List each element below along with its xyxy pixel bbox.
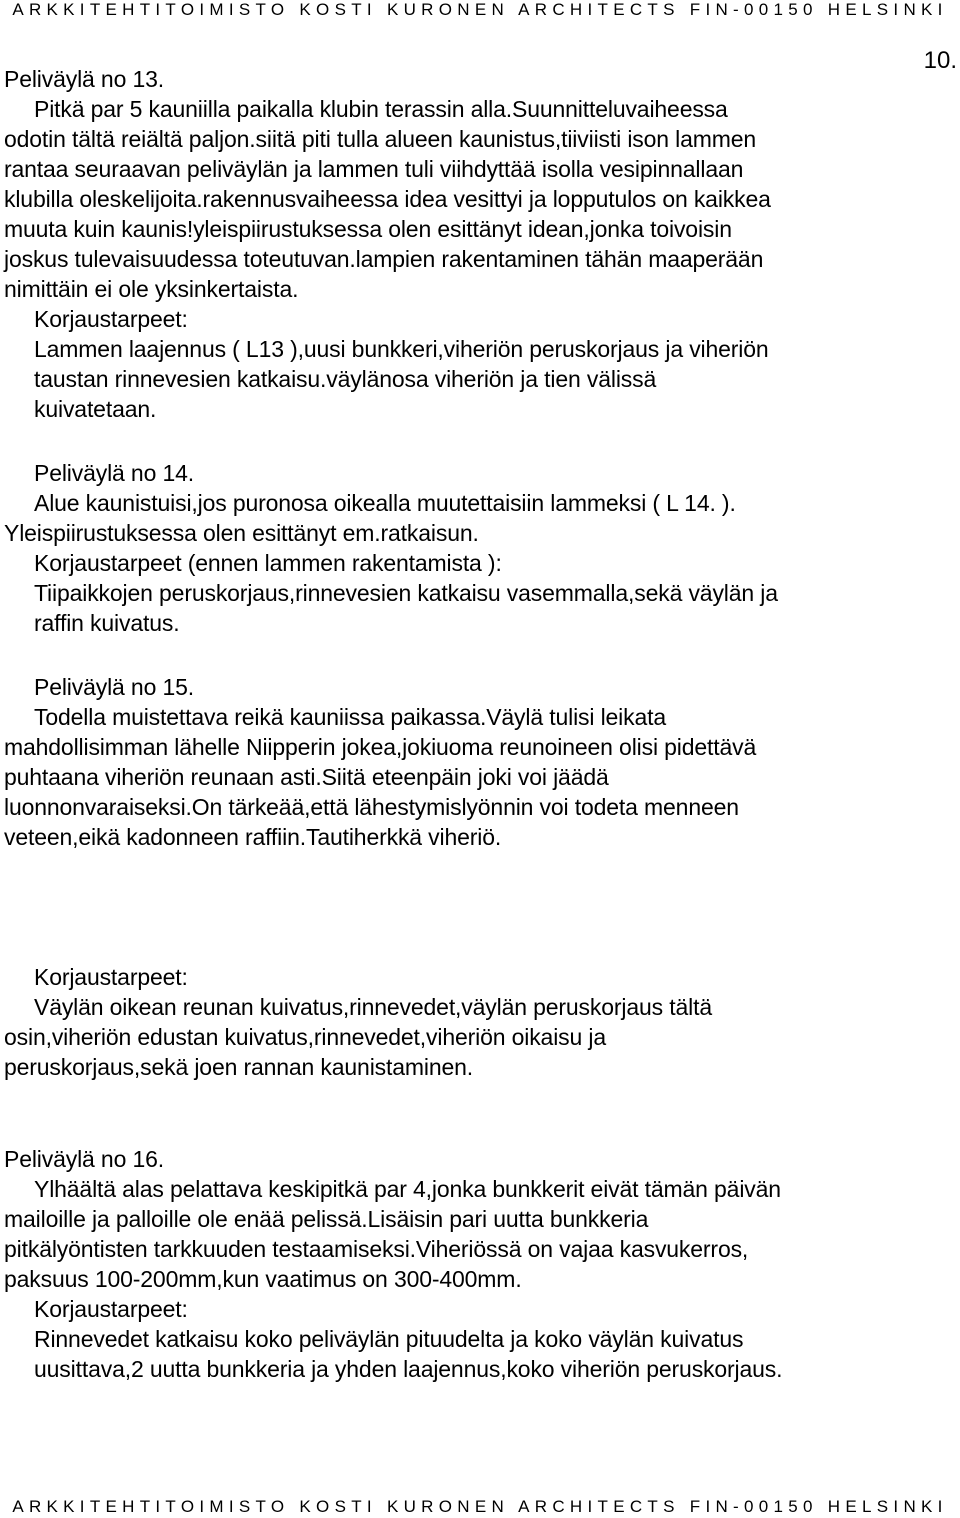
- paragraph-line: Alue kaunistuisi,jos puronosa oikealla muutettaisiin lammeksi ( L 14. ).: [34, 490, 736, 516]
- paragraph-line: rantaa seuraavan peliväylän ja lammen tuli viihdyttää isolla vesipinnallaan: [4, 156, 744, 182]
- paragraph-line: klubilla oleskelijoita.rakennusvaiheessa idea vesittyi ja lopputulos on kaikkea: [4, 186, 771, 212]
- paragraph-line: Yleispiirustuksessa olen esittänyt em.ratkaisun.: [4, 520, 479, 546]
- paragraph-line: nimittäin ei ole yksinkertaista.: [4, 276, 299, 302]
- page-footer: ARKKITEHTITOIMISTO KOSTI KURONEN ARCHITECTS FIN-00150 HELSINKI: [12, 1497, 948, 1516]
- paragraph-line: raffin kuivatus.: [34, 610, 180, 636]
- page-header: ARKKITEHTITOIMISTO KOSTI KURONEN ARCHITECTS FIN-00150 HELSINKI: [12, 0, 948, 19]
- repairs-heading: Korjaustarpeet:: [34, 964, 188, 990]
- paragraph-line: peruskorjaus,sekä joen rannan kaunistaminen.: [4, 1054, 474, 1080]
- section-heading-13: Peliväylä no 13.: [4, 66, 164, 92]
- paragraph-line: osin,viheriön edustan kuivatus,rinnevedet,viheriön oikaisu ja: [4, 1024, 606, 1050]
- paragraph-line: kuivatetaan.: [34, 396, 157, 422]
- repairs-heading: Korjaustarpeet (ennen lammen rakentamista ):: [34, 550, 502, 576]
- paragraph-line: pitkälyöntisten tarkkuuden testaamiseksi.Viheriössä on vajaa kasvukerros,: [4, 1236, 749, 1262]
- section-heading-15: Peliväylä no 15.: [34, 674, 194, 700]
- paragraph-line: Pitkä par 5 kauniilla paikalla klubin terassin alla.Suunnitteluvaiheessa: [34, 96, 728, 122]
- paragraph-line: taustan rinnevesien katkaisu.väylänosa viheriön ja tien välissä: [34, 366, 657, 392]
- paragraph-line: uusittava,2 uutta bunkkeria ja yhden laajennus,koko viheriön peruskorjaus.: [34, 1356, 783, 1382]
- paragraph-line: puhtaana viheriön reunaan asti.Siitä eteenpäin joki voi jäädä: [4, 764, 609, 790]
- paragraph-line: joskus tulevaisuudessa toteutuvan.lampien rakentaminen tähän maaperään: [4, 246, 764, 272]
- paragraph-line: odotin tältä reiältä paljon.siitä piti tulla alueen kaunistus,tiiviisti ison lammen: [4, 126, 757, 152]
- paragraph-line: paksuus 100-200mm,kun vaatimus on 300-400mm.: [4, 1266, 522, 1292]
- paragraph-line: Rinnevedet katkaisu koko peliväylän pituudelta ja koko väylän kuivatus: [34, 1326, 744, 1352]
- section-heading-16: Peliväylä no 16.: [4, 1146, 164, 1172]
- paragraph-line: mailoille ja palloille ole enää pelissä.Lisäisin pari uutta bunkkeria: [4, 1206, 649, 1232]
- paragraph-line: Todella muistettava reikä kauniissa paikassa.Väylä tulisi leikata: [34, 704, 667, 730]
- section-heading-14: Peliväylä no 14.: [34, 460, 194, 486]
- paragraph-line: veteen,eikä kadonneen raffiin.Tautiherkkä viheriö.: [4, 824, 502, 850]
- paragraph-line: Tiipaikkojen peruskorjaus,rinnevesien katkaisu vasemmalla,sekä väylän ja: [34, 580, 778, 606]
- paragraph-line: luonnonvaraiseksi.On tärkeää,että lähestymislyönnin voi todeta menneen: [4, 794, 739, 820]
- paragraph-line: Ylhäältä alas pelattava keskipitkä par 4,jonka bunkkerit eivät tämän päivän: [34, 1176, 781, 1202]
- paragraph-line: Lammen laajennus ( L13 ),uusi bunkkeri,viheriön peruskorjaus ja viheriön: [34, 336, 769, 362]
- paragraph-line: Väylän oikean reunan kuivatus,rinnevedet,väylän peruskorjaus tältä: [34, 994, 712, 1020]
- paragraph-line: mahdollisimman lähelle Niipperin jokea,jokiuoma reunoineen olisi pidettävä: [4, 734, 757, 760]
- page-number: 10.: [923, 47, 957, 74]
- paragraph-line: muuta kuin kaunis!yleispiirustuksessa olen esittänyt idean,jonka toivoisin: [4, 216, 732, 242]
- repairs-heading: Korjaustarpeet:: [34, 306, 188, 332]
- repairs-heading: Korjaustarpeet:: [34, 1296, 188, 1322]
